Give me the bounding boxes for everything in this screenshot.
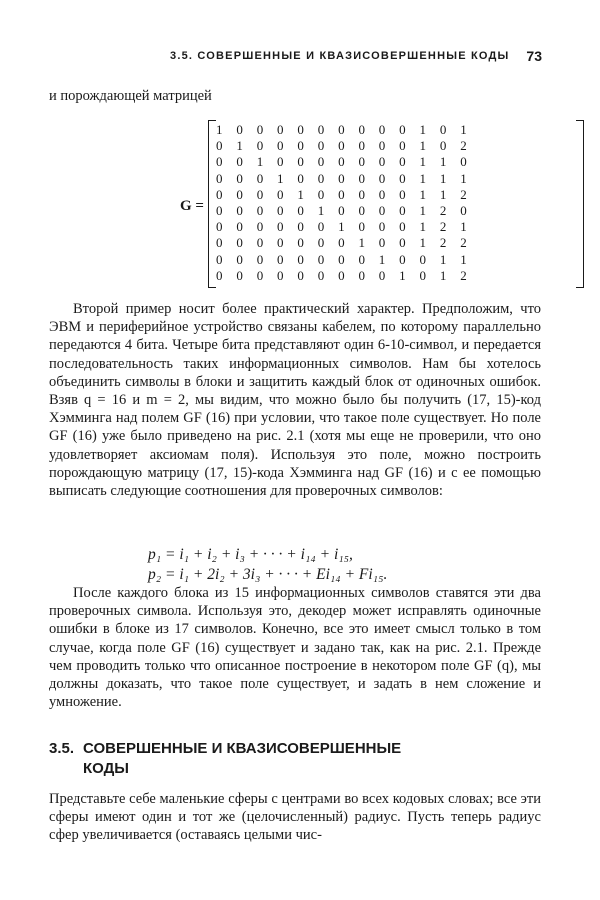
paragraph-example: Второй пример носит более практический характер. Предположим, что ЭВМ и периферийное устройство связаны кабелем, по которому параллельно передаются 4 бита. Четыре бита представляют один 6-10-символ, и передается последовательность таких информационных символов. Нам бы хотелось объединить символы в блоки и защитить каждый блок от одиночных ошибок. Взяв q = 16 и m = 2, мы видим, что можно было бы получить (17, 15)-код Хэмминга над полем GF (16) при условии, что такое поле существует. Но поле GF (16) уже было приведено на рис. 2.1 (хотя мы еще не проверили, что оно удовлетворяет аксиомам поля). Используя это поле, можно построить порождающую матрицу (17, 15)-кода Хэмминга над GF (16) и с ее помощью выписать следующие соотношения для проверочных символов: [49, 301, 541, 500]
matrix-row: 0 0 0 0 0 0 0 0 1 0 0 1 1 [216, 251, 472, 267]
matrix-row: 0 0 0 0 0 1 0 0 0 0 1 2 0 [216, 202, 472, 218]
matrix-row: 0 0 1 0 0 0 0 0 0 0 1 1 0 [216, 154, 472, 170]
running-head: 3.5. СОВЕРШЕННЫЕ И КВАЗИСОВЕРШЕННЫЕ КОДЫ [170, 50, 510, 62]
section-title-line2: КОДЫ [83, 760, 129, 777]
matrix-row: 0 0 0 0 1 0 0 0 0 0 1 1 2 [216, 186, 472, 202]
section-number: 3.5. [49, 740, 75, 757]
matrix-right-bracket [576, 120, 584, 288]
section-title-line1: СОВЕРШЕННЫЕ И КВАЗИСОВЕРШЕННЫЕ [83, 740, 402, 757]
matrix-left-bracket [208, 120, 216, 288]
matrix-row: 1 0 0 0 0 0 0 0 0 0 1 0 1 [216, 122, 472, 137]
matrix-row: 0 0 0 0 0 0 0 1 0 0 1 2 2 [216, 235, 472, 251]
equation-p1: p₁ = i₁ + i₂ + i₃ + · · · + i₁₄ + i₁₅, [148, 546, 353, 563]
paragraph-decoder: После каждого блока из 15 информационных символов ставятся эти два проверочных символа. Используя это, декодер может исправлять одиночные ошибки в блоке из 17 символов. Конечно, все это имеет смысл только в том случае, когда поле GF (16) существует и задано так, как на рис. 2.1. Прежде чем проводить только что описанное построение в некотором поле GF (q), мы должны доказать, что такое поле существует, и задать в нем сложение и умножение. [49, 585, 541, 711]
matrix-row: 0 0 0 0 0 0 1 0 0 0 1 2 1 [216, 219, 472, 235]
matrix-row: 0 0 0 1 0 0 0 0 0 0 1 1 1 [216, 170, 472, 186]
matrix-label: G = [180, 198, 204, 214]
matrix-rows [216, 122, 572, 284]
matrix-row: 0 0 0 0 0 0 0 0 0 1 0 1 2 [216, 267, 472, 283]
page-number: 73 [526, 48, 542, 64]
matrix-row: 0 1 0 0 0 0 0 0 0 0 1 0 2 [216, 138, 472, 154]
equation-p2: p₂ = i₁ + 2i₂ + 3i₃ + · · · + Ei₁₄ + Fi₁₅. [148, 566, 388, 583]
intro-line: и порождающей матрицей [49, 88, 212, 104]
paragraph-spheres: Представьте себе маленькие сферы с центрами во всех кодовых словах; все эти сферы имеют один и тот же (целочисленный) радиус. Пусть теперь радиус сфер увеличивается (оставаясь целыми чис- [49, 791, 541, 844]
generator-matrix [180, 120, 472, 290]
section-heading [49, 739, 469, 779]
page-header [160, 48, 542, 70]
